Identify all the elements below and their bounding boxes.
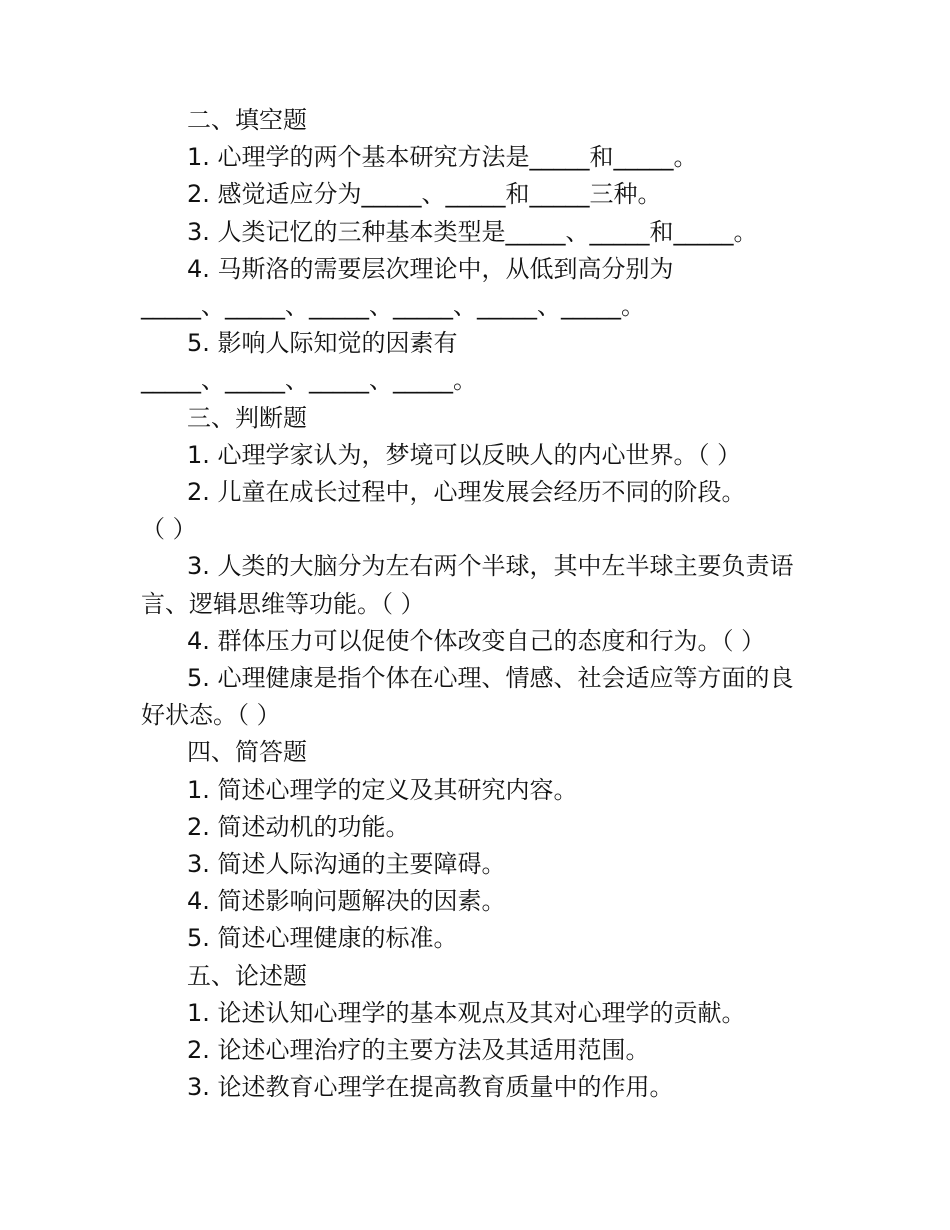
- section-heading-essay: 五、论述题: [187, 961, 307, 990]
- short-answer-question-3: 3. 简述人际沟通的主要障碍。: [187, 850, 506, 879]
- fill-blank-question-2: 2. 感觉适应分为_____、_____和_____三种。: [187, 180, 662, 209]
- fill-blank-question-1: 1. 心理学的两个基本研究方法是_____和_____。: [187, 143, 698, 172]
- essay-question-1: 1. 论述认知心理学的基本观点及其对心理学的贡献。: [187, 998, 746, 1027]
- short-answer-question-1: 1. 简述心理学的定义及其研究内容。: [187, 775, 578, 804]
- short-answer-question-2: 2. 简述动机的功能。: [187, 812, 410, 841]
- fill-blank-question-5-line-1: 5. 影响人际知觉的因素有: [187, 329, 458, 358]
- section-heading-fill-blank: 二、填空题: [187, 106, 307, 134]
- true-false-question-4: 4. 群体压力可以促使个体改变自己的态度和行为。（ ）: [187, 626, 766, 655]
- true-false-question-3-line-1: 3. 人类的大脑分为左右两个半球，其中左半球主要负责语: [187, 552, 794, 581]
- section-heading-true-false: 三、判断题: [187, 403, 307, 432]
- section-heading-short-answer: 四、简答题: [187, 738, 307, 767]
- essay-question-2: 2. 论述心理治疗的主要方法及其适用范围。: [187, 1036, 650, 1065]
- true-false-question-5-line-2: 好状态。（ ）: [141, 701, 281, 730]
- fill-blank-question-4-line-2: _____、_____、_____、_____、_____、_____。: [141, 292, 645, 321]
- true-false-question-2-line-1: 2. 儿童在成长过程中，心理发展会经历不同的阶段。: [187, 478, 746, 507]
- fill-blank-question-5-line-2: _____、_____、_____、_____。: [141, 366, 477, 395]
- short-answer-question-5: 5. 简述心理健康的标准。: [187, 924, 458, 953]
- true-false-question-2-line-2: （ ）: [141, 515, 197, 544]
- document-content: [141, 102, 813, 1106]
- fill-blank-question-3: 3. 人类记忆的三种基本类型是_____、_____和_____。: [187, 217, 758, 246]
- true-false-question-1: 1. 心理学家认为，梦境可以反映人的内心世界。（ ）: [187, 440, 742, 469]
- short-answer-question-4: 4. 简述影响问题解决的因素。: [187, 887, 506, 916]
- fill-blank-question-4-line-1: 4. 马斯洛的需要层次理论中，从低到高分别为: [187, 254, 674, 283]
- essay-question-3: 3. 论述教育心理学在提高教育质量中的作用。: [187, 1073, 674, 1102]
- true-false-question-5-line-1: 5. 心理健康是指个体在心理、情感、社会适应等方面的良: [187, 664, 794, 693]
- true-false-question-3-line-2: 言、逻辑思维等功能。（ ）: [141, 589, 425, 618]
